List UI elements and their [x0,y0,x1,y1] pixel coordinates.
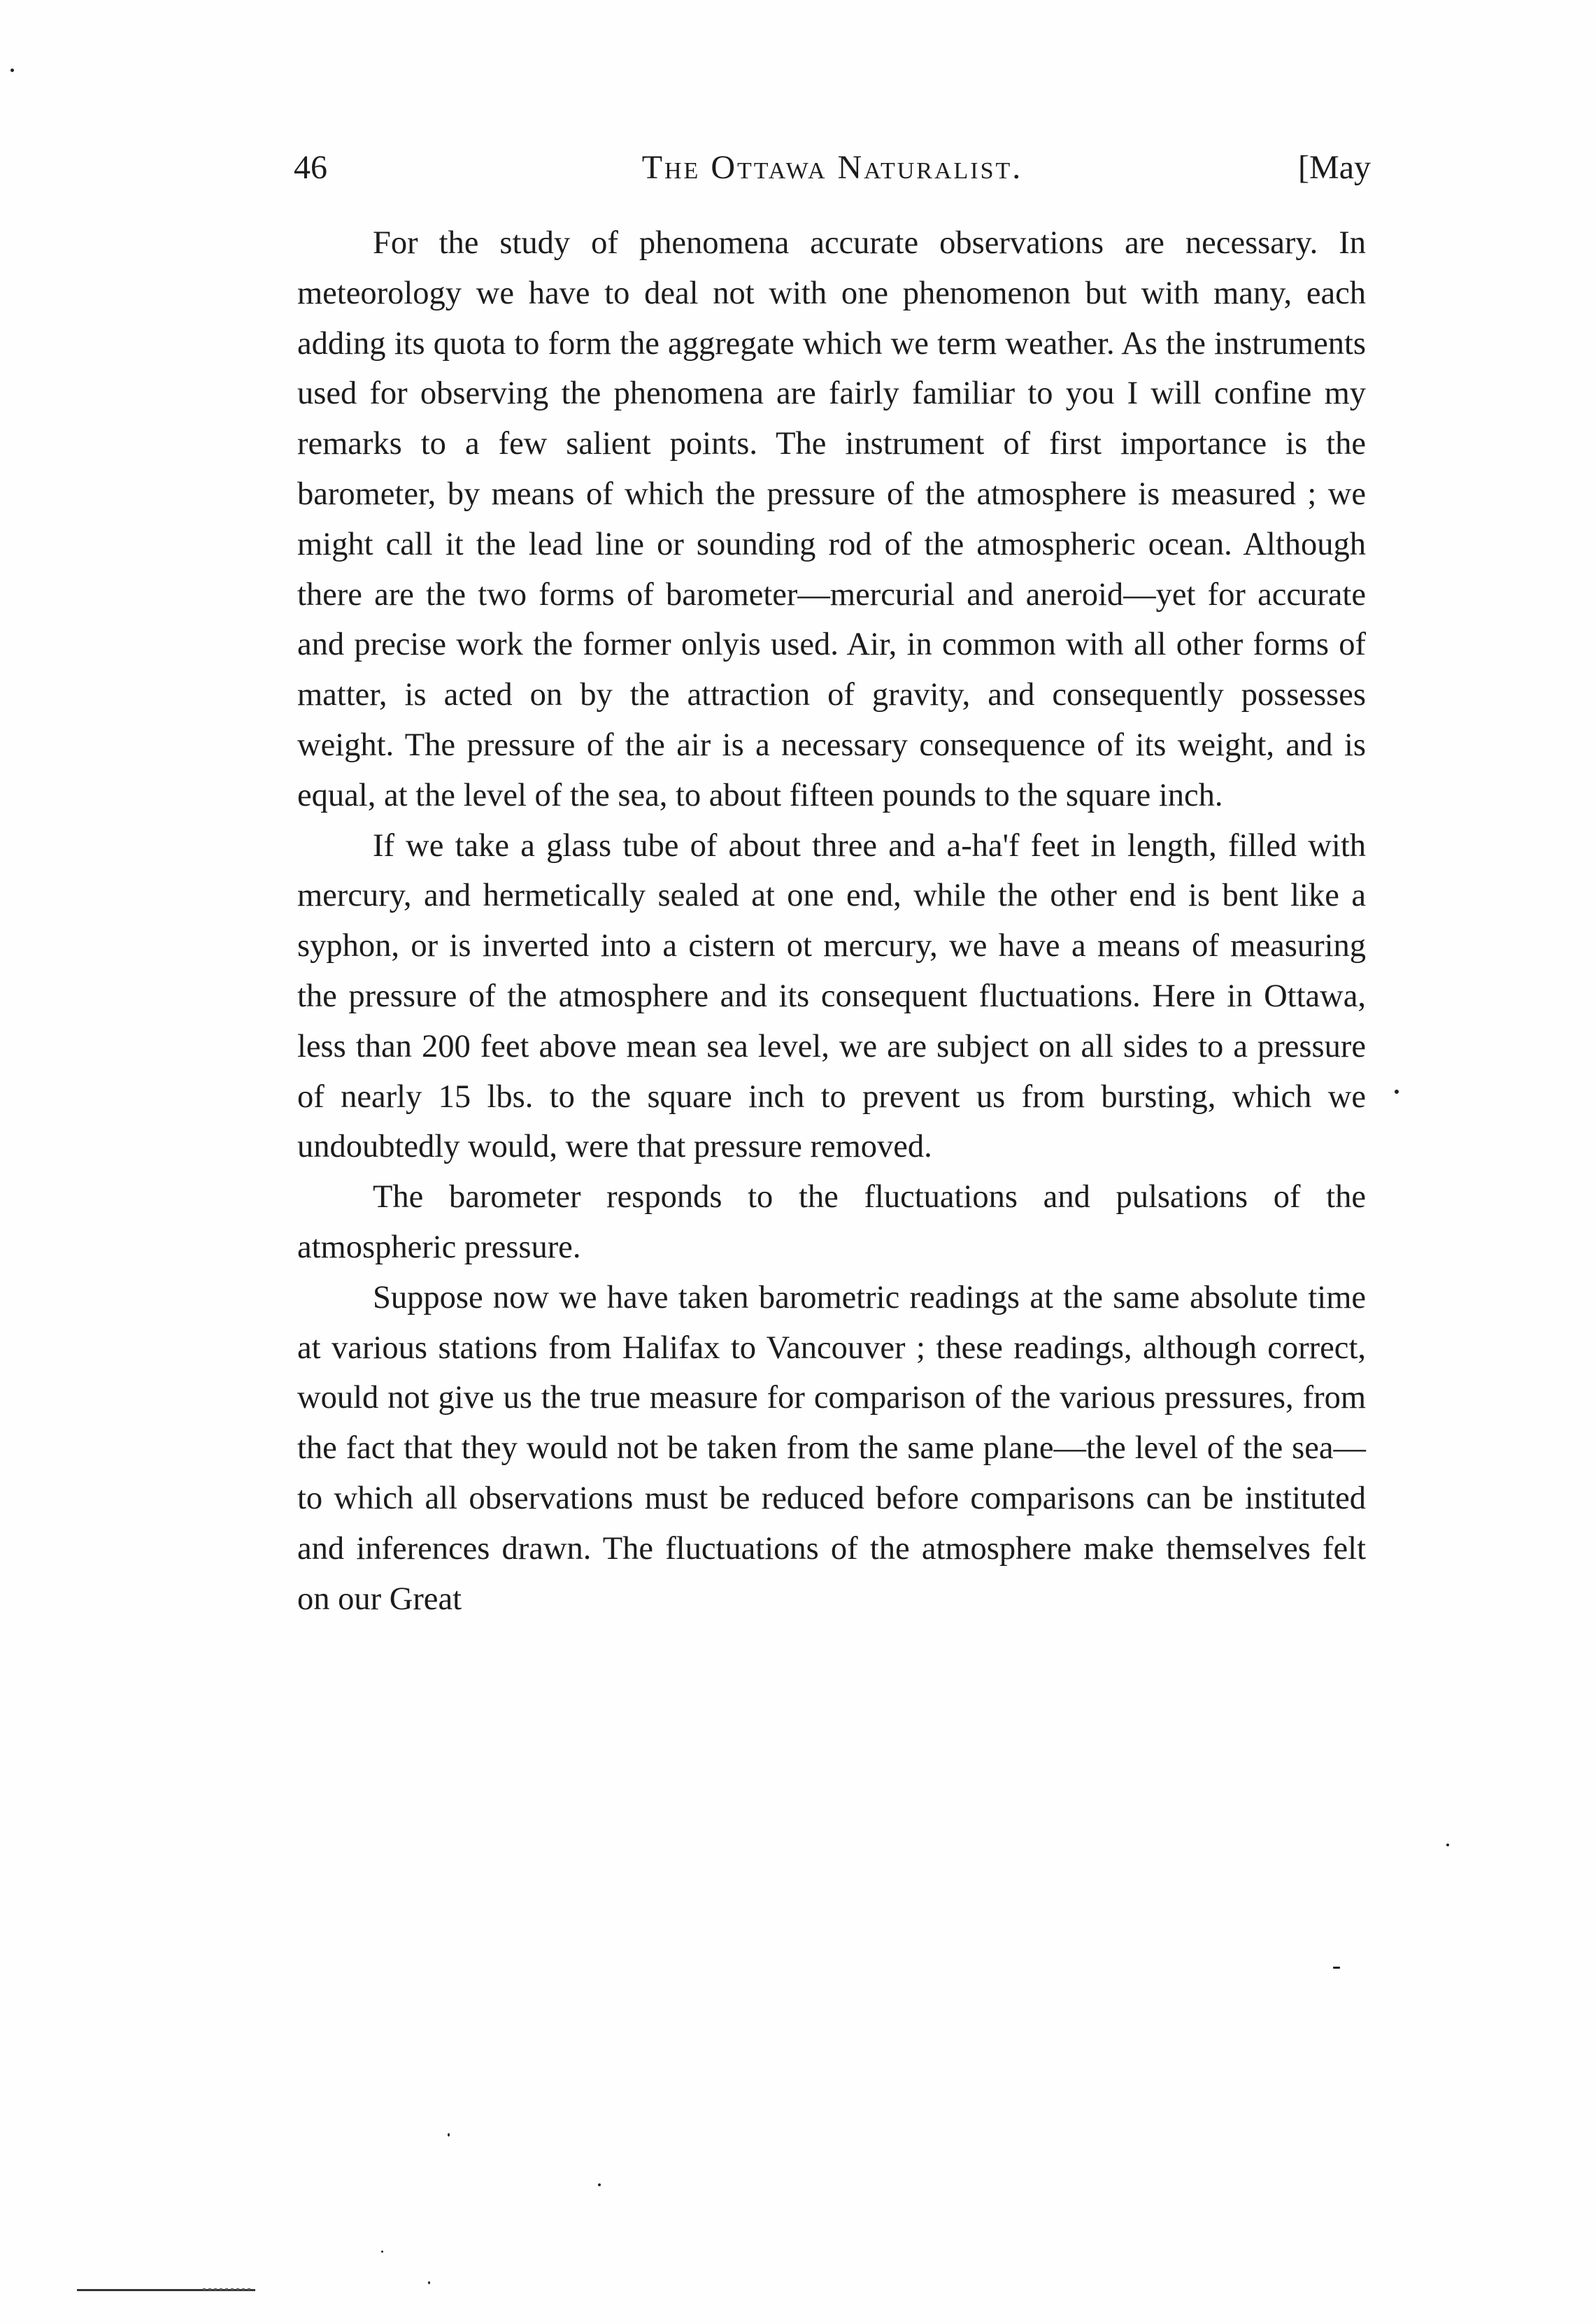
paragraph: The barometer responds to the fluctuations and pulsations of the atmospheric pressure. [297,1179,1366,1265]
issue-month: [May [1298,149,1371,186]
body-text [297,218,1366,1624]
scan-speck [428,2281,430,2284]
scan-speck [10,69,14,72]
paragraph: If we take a glass tube of about three and a-ha'f feet in length, filled with mercury, and hermetically sealed at one end, while the other end is bent like a syphon, or is inverted into a cistern ot mercury, we have a means of measuring the pressure of the atmosphere and its consequent fluctuations. Here in Ottawa, less than 200 feet above mean sea level, we are subject on all sides to a pressure of nearly 15 lbs. to the square inch to prevent us from bursting, which we undoubtedly would, were that pressure removed. [297,827,1366,1165]
running-title: The Ottawa Naturalist. [641,149,1023,186]
scan-speck [1333,1967,1340,1969]
scan-speck [1446,1844,1449,1846]
running-header [294,143,1371,192]
scan-speck [598,2183,601,2186]
page-number: 46 [294,149,327,186]
paragraph: For the study of phenomena accurate observations are necessary. In meteorology we have to deal not with one phenomenon but with many, each adding its quota to form the aggregate which we term weather. As the instruments used for observing the phenomena are fairly familiar to you I will confine my remarks to a few salient points. The instrument of first importance is the barometer, by means of which the pressure of the atmosphere is measured ; we might call it the lead line or sounding rod of the atmospheric ocean. Although there are the two forms of barometer—mercurial and aneroid—yet for accurate and precise work the former onlyis used. Air, in common with all other forms of matter, is acted on by the attraction of gravity, and consequently possesses weight. The pressure of the air is a necessary consequence of its weight, and is equal, at the level of the sea, to about fifteen pounds to the square inch. [297,225,1366,813]
footer-rule-dots [203,2288,252,2290]
scan-speck [381,2251,383,2253]
scan-speck [448,2133,450,2137]
paragraph: Suppose now we have taken barometric readings at the same absolute time at various stations from Halifax to Vancouver ; these readings, although correct, would not give us the true measure for comparison of the various pressures, from the fact that they would not be taken from the same plane—the level of the sea—to which all observations must be reduced before comparisons can be instituted and inferences drawn. The fluctuations of the atmosphere make themselves felt on our Great [297,1279,1366,1617]
scan-speck [1395,1090,1399,1094]
